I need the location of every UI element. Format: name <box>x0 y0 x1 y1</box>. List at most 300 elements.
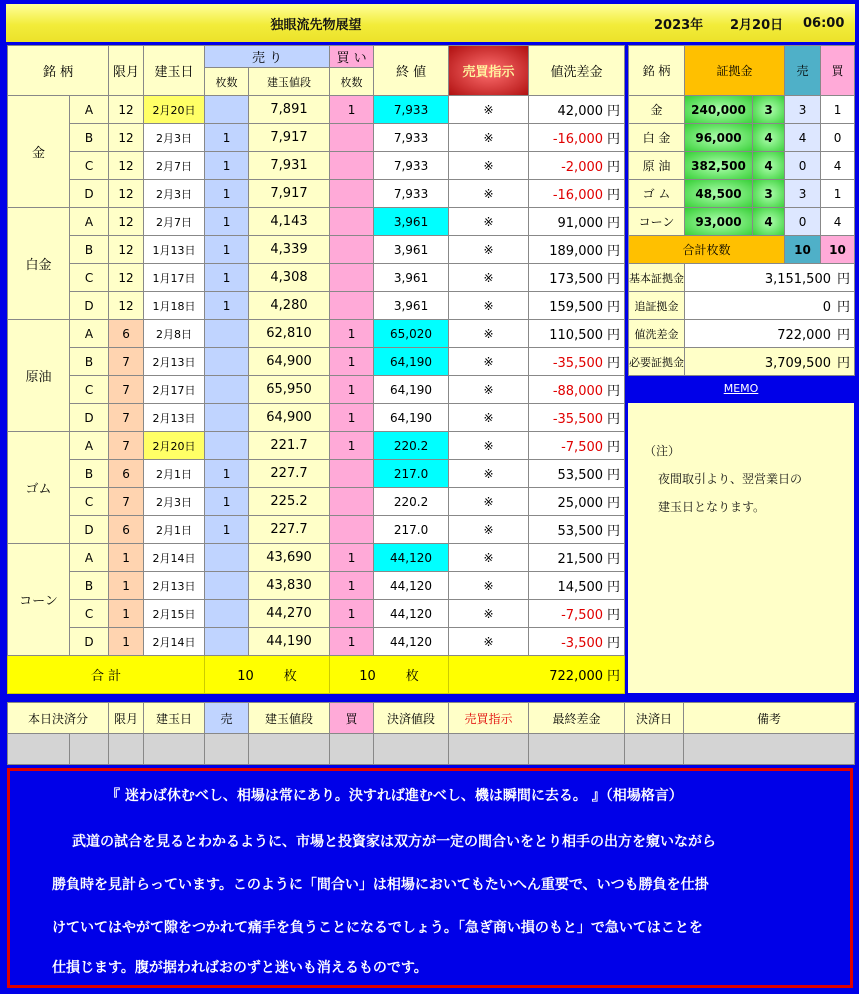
mark-to-market <box>529 264 625 292</box>
order-mark: ※ <box>449 208 529 236</box>
buy-qty: 1 <box>330 544 374 572</box>
total-buy-unit: 枚 <box>405 669 419 684</box>
table-row <box>8 348 625 376</box>
commodity-name: コーン <box>8 544 70 656</box>
sell-qty <box>205 600 249 628</box>
margin-value: 93,000 <box>685 208 753 236</box>
buy-qty: 1 <box>330 348 374 376</box>
col-gengetsu: 限月 <box>109 46 144 96</box>
buy-qty <box>330 236 374 264</box>
col-maisu-buy: 枚数 <box>330 68 374 96</box>
settle-cell <box>144 734 205 765</box>
position-price: 44,190 <box>249 628 330 656</box>
buy-qty: 1 <box>330 376 374 404</box>
settle-col-today: 本日決済分 <box>8 703 109 734</box>
position-date: 2月8日 <box>144 320 205 348</box>
position-date: 2月1日 <box>144 516 205 544</box>
total-amount <box>449 656 625 694</box>
contract-month: 12 <box>109 236 144 264</box>
settle-col-settle-price: 決済値段 <box>374 703 449 734</box>
margin-buy: 1 <box>821 96 855 124</box>
yen-unit: 円 <box>607 384 621 399</box>
close-price: 64,190 <box>374 348 449 376</box>
mtm-value: 25,000 <box>557 496 604 511</box>
table-row <box>8 460 625 488</box>
yen-unit: 円 <box>837 328 851 343</box>
header-time: 06:00 <box>803 15 845 31</box>
buy-qty: 1 <box>330 96 374 124</box>
order-mark: ※ <box>449 236 529 264</box>
contract-key: D <box>70 180 109 208</box>
mark-to-market <box>529 404 625 432</box>
margin-row <box>629 152 855 180</box>
contract-month: 12 <box>109 264 144 292</box>
header-year: 2023年 <box>654 17 704 33</box>
order-mark: ※ <box>449 544 529 572</box>
position-price: 4,280 <box>249 292 330 320</box>
mtm-value: 42,000 <box>557 104 604 119</box>
order-mark: ※ <box>449 348 529 376</box>
contract-month: 6 <box>109 460 144 488</box>
position-date: 2月3日 <box>144 124 205 152</box>
contract-month: 1 <box>109 600 144 628</box>
summary-amount: 0 <box>822 300 831 315</box>
contract-key: B <box>70 124 109 152</box>
position-date: 2月15日 <box>144 600 205 628</box>
contract-month: 12 <box>109 292 144 320</box>
mtm-value: 189,000 <box>549 244 604 259</box>
total-label: 合 計 <box>8 656 205 694</box>
position-date: 2月3日 <box>144 488 205 516</box>
memo-title[interactable]: MEMO <box>628 378 854 400</box>
count-row <box>629 236 855 264</box>
mtm-value: -3,500 <box>561 636 604 651</box>
yen-unit: 円 <box>607 160 621 175</box>
count-sell: 10 <box>785 236 821 264</box>
buy-qty <box>330 460 374 488</box>
mark-to-market <box>529 516 625 544</box>
col-maisu: 枚数 <box>205 68 249 96</box>
contract-month: 12 <box>109 180 144 208</box>
commodity-name: 白金 <box>8 208 70 320</box>
contract-key: D <box>70 292 109 320</box>
table-row <box>8 600 625 628</box>
contract-key: B <box>70 460 109 488</box>
close-price: 220.2 <box>374 488 449 516</box>
buy-qty <box>330 488 374 516</box>
margin-lots: 3 <box>753 180 785 208</box>
count-label: 合計枚数 <box>629 236 785 264</box>
close-price: 220.2 <box>374 432 449 460</box>
mtm-value: -16,000 <box>552 132 604 147</box>
col-close: 終 値 <box>374 46 449 96</box>
col-diff: 値洗差金 <box>529 46 625 96</box>
buy-qty: 1 <box>330 628 374 656</box>
contract-month: 1 <box>109 628 144 656</box>
order-mark: ※ <box>449 292 529 320</box>
buy-qty: 1 <box>330 600 374 628</box>
col-tateday: 建玉日 <box>144 46 205 96</box>
yen-unit: 円 <box>607 244 621 259</box>
margin-lots: 4 <box>753 152 785 180</box>
yen-unit: 円 <box>607 188 621 203</box>
message-line: 武道の試合を見るとわかるように、市場と投資家は双方が一定の間合いをとり相手の出方を窺いながら <box>72 834 716 850</box>
memo-note-label: （注） <box>644 444 681 458</box>
settle-cell <box>109 734 144 765</box>
position-date: 2月7日 <box>144 208 205 236</box>
position-date: 1月18日 <box>144 292 205 320</box>
margin-row <box>629 180 855 208</box>
order-mark: ※ <box>449 180 529 208</box>
yen-unit: 円 <box>607 636 621 651</box>
position-date: 2月14日 <box>144 544 205 572</box>
sell-qty: 1 <box>205 124 249 152</box>
yen-unit: 円 <box>837 356 851 371</box>
col-uri: 売 り <box>205 46 330 68</box>
position-price: 221.7 <box>249 432 330 460</box>
order-mark: ※ <box>449 404 529 432</box>
proverb-line: 『 迷わば休むべし、相場は常にあり。決すれば進むべし、機は瞬間に去る。 』（相場格言） <box>106 788 683 804</box>
margin-buy: 0 <box>821 124 855 152</box>
buy-qty <box>330 292 374 320</box>
close-price: 217.0 <box>374 460 449 488</box>
margin-row <box>629 96 855 124</box>
count-buy: 10 <box>821 236 855 264</box>
margin-commodity: 金 <box>629 96 685 124</box>
mtm-value: -35,500 <box>552 356 604 371</box>
sell-qty: 1 <box>205 460 249 488</box>
commodity-name: 金 <box>8 96 70 208</box>
contract-key: A <box>70 544 109 572</box>
summary-value <box>685 292 855 320</box>
position-price: 43,690 <box>249 544 330 572</box>
mtm-value: 159,500 <box>549 300 604 315</box>
table-row <box>8 208 625 236</box>
buy-qty <box>330 264 374 292</box>
mark-to-market <box>529 628 625 656</box>
yen-unit: 円 <box>607 524 621 539</box>
positions-table <box>7 45 625 694</box>
total-row <box>8 656 625 694</box>
settle-cell <box>374 734 449 765</box>
yen-unit: 円 <box>607 132 621 147</box>
margin-commodity: 白 金 <box>629 124 685 152</box>
margin-buy: 1 <box>821 180 855 208</box>
yen-unit: 円 <box>607 412 621 427</box>
position-price: 62,810 <box>249 320 330 348</box>
position-price: 7,917 <box>249 124 330 152</box>
summary-row <box>629 348 855 376</box>
margin-commodity: コーン <box>629 208 685 236</box>
margin-value: 240,000 <box>685 96 753 124</box>
message-line: けていてはやがて隙をつかれて痛手を負うことになるでしょう。「急ぎ商い損のもと」で急いてはことを <box>52 920 703 936</box>
margin-lots: 3 <box>753 96 785 124</box>
close-price: 217.0 <box>374 516 449 544</box>
contract-key: D <box>70 628 109 656</box>
sell-qty: 1 <box>205 264 249 292</box>
settle-cell <box>70 734 109 765</box>
close-price: 64,190 <box>374 404 449 432</box>
settlement-table <box>7 702 855 765</box>
table-row <box>8 264 625 292</box>
contract-month: 12 <box>109 208 144 236</box>
margin-buy: 4 <box>821 208 855 236</box>
position-date: 2月1日 <box>144 460 205 488</box>
position-date: 2月20日 <box>144 96 205 124</box>
order-mark: ※ <box>449 600 529 628</box>
order-mark: ※ <box>449 96 529 124</box>
contract-key: D <box>70 404 109 432</box>
mtm-value: -7,500 <box>561 440 604 455</box>
margin-sell: 3 <box>785 96 821 124</box>
close-price: 7,933 <box>374 152 449 180</box>
margin-value: 96,000 <box>685 124 753 152</box>
close-price: 3,961 <box>374 208 449 236</box>
contract-key: A <box>70 208 109 236</box>
order-mark: ※ <box>449 124 529 152</box>
yen-unit: 円 <box>607 580 621 595</box>
commodity-name: 原油 <box>8 320 70 432</box>
sell-qty <box>205 320 249 348</box>
order-mark: ※ <box>449 320 529 348</box>
yen-unit: 円 <box>837 272 851 287</box>
settle-col-gengetsu: 限月 <box>109 703 144 734</box>
contract-key: A <box>70 432 109 460</box>
contract-key: B <box>70 572 109 600</box>
order-mark: ※ <box>449 460 529 488</box>
buy-qty <box>330 180 374 208</box>
settle-cell <box>449 734 529 765</box>
yen-unit: 円 <box>607 669 621 684</box>
contract-month: 7 <box>109 404 144 432</box>
contract-month: 12 <box>109 152 144 180</box>
contract-month: 7 <box>109 488 144 516</box>
message-line: 仕損じます。腹が据わればおのずと迷いも消えるものです。 <box>52 960 428 976</box>
position-price: 4,308 <box>249 264 330 292</box>
table-row <box>8 320 625 348</box>
yen-unit: 円 <box>607 104 621 119</box>
summary-row <box>629 264 855 292</box>
sell-qty <box>205 544 249 572</box>
contract-key: B <box>70 236 109 264</box>
total-sell-qty: 10 <box>237 669 254 684</box>
position-date: 1月17日 <box>144 264 205 292</box>
mark-to-market <box>529 488 625 516</box>
settle-col-notes: 備考 <box>684 703 855 734</box>
close-price: 7,933 <box>374 96 449 124</box>
settle-cell <box>684 734 855 765</box>
memo-line: 夜間取引より、翌営業日の <box>658 472 803 486</box>
col-tate-price: 建玉値段 <box>249 68 330 96</box>
position-price: 4,339 <box>249 236 330 264</box>
summary-amount: 3,151,500 <box>764 272 831 287</box>
yen-unit: 円 <box>607 608 621 623</box>
side-col-buy: 買 <box>821 46 855 96</box>
buy-qty: 1 <box>330 432 374 460</box>
contract-month: 6 <box>109 516 144 544</box>
mark-to-market <box>529 460 625 488</box>
table-row <box>8 404 625 432</box>
contract-key: A <box>70 320 109 348</box>
contract-key: C <box>70 152 109 180</box>
mark-to-market <box>529 432 625 460</box>
contract-month: 1 <box>109 572 144 600</box>
table-row <box>8 236 625 264</box>
summary-label: 必要証拠金 <box>629 348 685 376</box>
position-price: 4,143 <box>249 208 330 236</box>
summary-value <box>685 320 855 348</box>
memo-box <box>628 403 854 693</box>
mark-to-market <box>529 152 625 180</box>
sell-qty <box>205 96 249 124</box>
buy-qty: 1 <box>330 404 374 432</box>
close-price: 44,120 <box>374 600 449 628</box>
mtm-value: -35,500 <box>552 412 604 427</box>
contract-key: A <box>70 96 109 124</box>
order-mark: ※ <box>449 152 529 180</box>
total-sell <box>205 656 330 694</box>
mark-to-market <box>529 572 625 600</box>
table-row <box>8 516 625 544</box>
summary-row <box>629 292 855 320</box>
margin-commodity: 原 油 <box>629 152 685 180</box>
total-sell-unit: 枚 <box>283 669 297 684</box>
close-price: 64,190 <box>374 376 449 404</box>
mtm-value: -2,000 <box>561 160 604 175</box>
margin-row <box>629 208 855 236</box>
mark-to-market <box>529 292 625 320</box>
contract-month: 12 <box>109 124 144 152</box>
summary-value <box>685 348 855 376</box>
mark-to-market <box>529 348 625 376</box>
contract-month: 7 <box>109 376 144 404</box>
contract-month: 6 <box>109 320 144 348</box>
mark-to-market <box>529 376 625 404</box>
contract-key: C <box>70 600 109 628</box>
margin-sell: 0 <box>785 152 821 180</box>
position-price: 43,830 <box>249 572 330 600</box>
position-price: 225.2 <box>249 488 330 516</box>
table-row <box>8 376 625 404</box>
summary-amount: 722,000 <box>777 328 831 343</box>
header-date: 2月20日 <box>730 17 784 33</box>
order-mark: ※ <box>449 488 529 516</box>
yen-unit: 円 <box>607 300 621 315</box>
total-amount-value: 722,000 <box>549 669 604 684</box>
position-date: 2月17日 <box>144 376 205 404</box>
position-price: 7,931 <box>249 152 330 180</box>
position-date: 2月7日 <box>144 152 205 180</box>
position-date: 2月14日 <box>144 628 205 656</box>
mtm-value: 173,500 <box>549 272 604 287</box>
mtm-value: 110,500 <box>549 328 604 343</box>
mtm-value: -7,500 <box>561 608 604 623</box>
settle-col-date: 決済日 <box>625 703 684 734</box>
yen-unit: 円 <box>607 328 621 343</box>
col-kai: 買 い <box>330 46 374 68</box>
summary-value <box>685 264 855 292</box>
close-price: 3,961 <box>374 264 449 292</box>
table-row <box>8 572 625 600</box>
settle-cell <box>330 734 374 765</box>
mtm-value: 91,000 <box>557 216 604 231</box>
position-price: 64,900 <box>249 404 330 432</box>
yen-unit: 円 <box>607 440 621 455</box>
mtm-value: 53,500 <box>557 524 604 539</box>
summary-label: 値洗差金 <box>629 320 685 348</box>
message-box <box>7 768 853 988</box>
position-date: 2月13日 <box>144 572 205 600</box>
order-mark: ※ <box>449 516 529 544</box>
mtm-value: 21,500 <box>557 552 604 567</box>
buy-qty: 1 <box>330 320 374 348</box>
sell-qty: 1 <box>205 292 249 320</box>
position-date: 2月20日 <box>144 432 205 460</box>
settle-cell <box>625 734 684 765</box>
buy-qty <box>330 208 374 236</box>
table-row <box>8 488 625 516</box>
position-price: 227.7 <box>249 516 330 544</box>
sell-qty: 1 <box>205 208 249 236</box>
margin-row <box>629 124 855 152</box>
yen-unit: 円 <box>607 552 621 567</box>
sell-qty <box>205 432 249 460</box>
margin-table <box>628 45 855 376</box>
position-date: 2月13日 <box>144 404 205 432</box>
position-price: 44,270 <box>249 600 330 628</box>
position-price: 7,891 <box>249 96 330 124</box>
mtm-value: -16,000 <box>552 188 604 203</box>
sell-qty <box>205 572 249 600</box>
order-mark: ※ <box>449 572 529 600</box>
order-mark: ※ <box>449 376 529 404</box>
contract-key: C <box>70 376 109 404</box>
mark-to-market <box>529 600 625 628</box>
sell-qty <box>205 404 249 432</box>
margin-commodity: ゴ ム <box>629 180 685 208</box>
contract-month: 12 <box>109 96 144 124</box>
close-price: 44,120 <box>374 572 449 600</box>
contract-month: 7 <box>109 432 144 460</box>
mark-to-market <box>529 544 625 572</box>
table-row <box>8 628 625 656</box>
margin-buy: 4 <box>821 152 855 180</box>
contract-key: C <box>70 264 109 292</box>
position-price: 227.7 <box>249 460 330 488</box>
settle-col-sell: 売 <box>205 703 249 734</box>
contract-key: C <box>70 488 109 516</box>
position-date: 2月13日 <box>144 348 205 376</box>
summary-label: 追証拠金 <box>629 292 685 320</box>
yen-unit: 円 <box>607 468 621 483</box>
buy-qty <box>330 124 374 152</box>
side-col-meigara: 銘 柄 <box>629 46 685 96</box>
order-mark: ※ <box>449 432 529 460</box>
mark-to-market <box>529 236 625 264</box>
margin-sell: 4 <box>785 124 821 152</box>
settle-cell <box>529 734 625 765</box>
close-price: 7,933 <box>374 180 449 208</box>
page-title: 独眼流先物展望 <box>270 17 362 33</box>
close-price: 3,961 <box>374 236 449 264</box>
sell-qty: 1 <box>205 516 249 544</box>
mark-to-market <box>529 320 625 348</box>
buy-qty: 1 <box>330 572 374 600</box>
table-row <box>8 292 625 320</box>
close-price: 65,020 <box>374 320 449 348</box>
position-date: 1月13日 <box>144 236 205 264</box>
margin-lots: 4 <box>753 208 785 236</box>
